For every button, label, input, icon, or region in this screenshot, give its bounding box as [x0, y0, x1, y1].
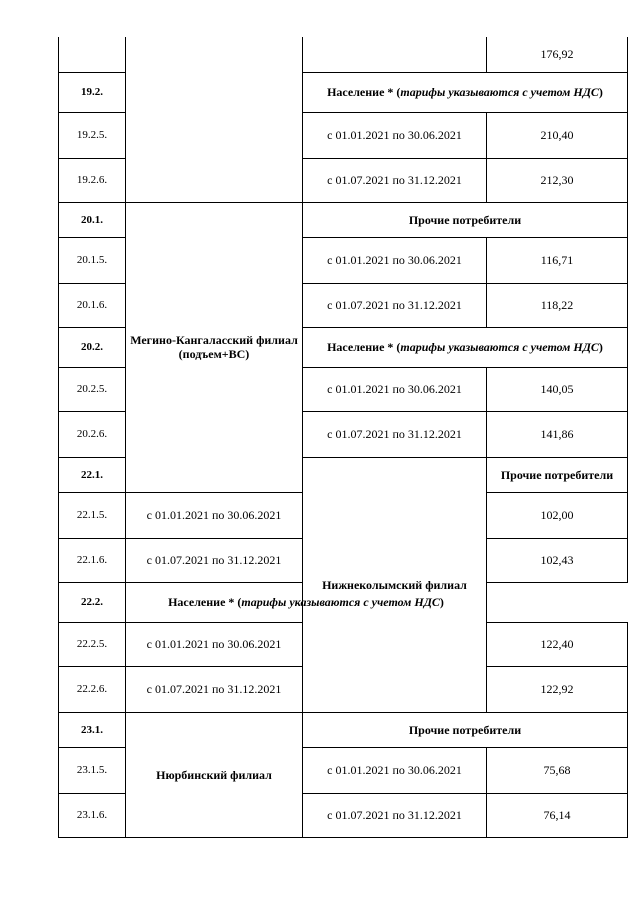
category-header-cell: Прочие потребители: [487, 457, 628, 492]
category-header-italic: тарифы указываются с учетом НДС: [400, 85, 599, 99]
row-number-cell: [59, 37, 126, 72]
branch-cell: [126, 37, 303, 202]
category-header-italic: тарифы указываются с учетом НДС: [400, 340, 599, 354]
category-header-close: ): [598, 340, 603, 354]
period-cell: с 01.01.2021 по 30.06.2021: [303, 237, 487, 283]
period-cell: с 01.07.2021 по 31.12.2021: [303, 793, 487, 837]
price-cell: 118,22: [487, 283, 628, 327]
price-cell: 75,68: [487, 747, 628, 793]
category-header-cell: [303, 72, 628, 112]
period-cell: с 01.07.2021 по 31.12.2021: [126, 666, 303, 712]
branch-cell-nyurbinsky: Нюрбинский филиал: [126, 712, 303, 837]
tariff-table: [58, 37, 628, 838]
price-cell: 141,86: [487, 411, 628, 457]
category-header-text: Население * (: [168, 595, 242, 609]
category-header-cell: Прочие потребители: [303, 202, 628, 237]
price-cell: 140,05: [487, 367, 628, 411]
category-header-close: ): [439, 595, 444, 609]
row-number-cell: 23.1.6.: [59, 793, 126, 837]
row-number-cell: 20.2.: [59, 327, 126, 367]
category-header-cell: [303, 327, 628, 367]
price-cell: 102,43: [487, 538, 628, 582]
category-header-italic: тарифы указываются с учетом НДС: [241, 595, 440, 609]
price-cell: 102,00: [487, 492, 628, 538]
price-cell: 176,92: [487, 37, 628, 72]
period-cell: с 01.07.2021 по 31.12.2021: [126, 538, 303, 582]
period-cell: с 01.07.2021 по 31.12.2021: [303, 283, 487, 327]
row-number-cell: 22.2.6.: [59, 666, 126, 712]
category-header-cell: Прочие потребители: [303, 712, 628, 747]
period-cell: с 01.01.2021 по 30.06.2021: [126, 492, 303, 538]
branch-cell-megino: Мегино-Кангаласский филиал (подъем+ВС): [126, 202, 303, 492]
row-number-cell: 20.1.5.: [59, 237, 126, 283]
row-number-cell: 23.1.5.: [59, 747, 126, 793]
row-number-cell: 22.2.: [59, 582, 126, 622]
row-number-cell: 20.2.6.: [59, 411, 126, 457]
period-cell: с 01.01.2021 по 30.06.2021: [126, 622, 303, 666]
period-cell: с 01.07.2021 по 31.12.2021: [303, 411, 487, 457]
row-number-cell: 19.2.6.: [59, 158, 126, 202]
category-header-text: Население * (: [327, 340, 401, 354]
row-number-cell: 23.1.: [59, 712, 126, 747]
row-number-cell: 19.2.: [59, 72, 126, 112]
period-cell: [303, 37, 487, 72]
row-number-cell: 22.1.: [59, 457, 126, 492]
price-cell: 210,40: [487, 112, 628, 158]
price-cell: 212,30: [487, 158, 628, 202]
category-header-close: ): [598, 85, 603, 99]
price-cell: 122,40: [487, 622, 628, 666]
price-cell: 116,71: [487, 237, 628, 283]
table-row: [59, 37, 628, 72]
period-cell: с 01.01.2021 по 30.06.2021: [303, 747, 487, 793]
price-cell: 122,92: [487, 666, 628, 712]
period-cell: с 01.01.2021 по 30.06.2021: [303, 112, 487, 158]
row-number-cell: 22.2.5.: [59, 622, 126, 666]
category-header-text: Население * (: [327, 85, 401, 99]
period-cell: с 01.01.2021 по 30.06.2021: [303, 367, 487, 411]
branch-cell-nizhnekolymsky: Нижнеколымский филиал: [303, 457, 487, 712]
row-number-cell: 22.1.6.: [59, 538, 126, 582]
row-number-cell: 22.1.5.: [59, 492, 126, 538]
table-row: [59, 202, 628, 237]
row-number-cell: 20.1.6.: [59, 283, 126, 327]
price-cell: 76,14: [487, 793, 628, 837]
table-row: [59, 712, 628, 747]
row-number-cell: 19.2.5.: [59, 112, 126, 158]
row-number-cell: 20.1.: [59, 202, 126, 237]
row-number-cell: 20.2.5.: [59, 367, 126, 411]
period-cell: с 01.07.2021 по 31.12.2021: [303, 158, 487, 202]
